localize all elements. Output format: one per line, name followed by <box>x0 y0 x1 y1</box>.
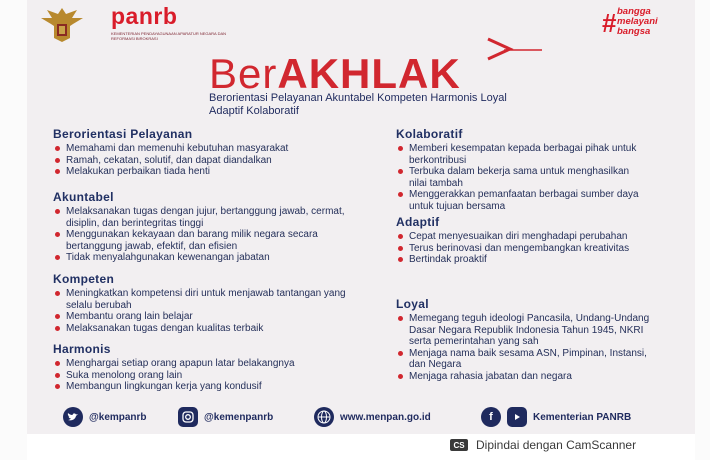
facebook-page-name: Kementerian PANRB <box>533 411 632 423</box>
globe-icon <box>314 407 334 427</box>
list-item: Memegang teguh ideologi Pancasila, Undang-Undang Dasar Negara Republik Indonesia Tahun 1945, NKRI serta pemerintahan yang sah <box>396 313 656 348</box>
section-title: Akuntabel <box>53 190 114 204</box>
garuda-emblem-icon <box>37 4 87 44</box>
list-item: Tidak menyalahgunakan kewenangan jabatan <box>53 252 373 264</box>
panrb-logo-subtext: KEMENTERIAN PENDAYAGUNAAN APARATUR NEGARA DAN REFORMASI BIROKRASI <box>111 31 227 41</box>
list-item: Memahami dan memenuhi kebutuhan masyarakat <box>53 143 383 155</box>
footer-website <box>314 407 431 427</box>
instagram-handle: @kemenpanrb <box>204 411 274 423</box>
website-url: www.menpan.go.id <box>340 411 431 423</box>
list-item: Melaksanakan tugas dengan kualitas terbaik <box>53 323 363 335</box>
list-item: Menggerakkan pemanfaatan berbagai sumber daya untuk tujuan bersama <box>396 189 641 212</box>
list-item: Membantu orang lain belajar <box>53 311 363 323</box>
section-kolaboratif <box>396 127 641 212</box>
panrb-logo-text: panrb <box>111 3 178 29</box>
section-kompeten <box>53 272 363 334</box>
list-item: Bertindak proaktif <box>396 254 641 266</box>
list-item: Terus berinovasi dan mengembangkan kreativitas <box>396 243 641 255</box>
section-loyal <box>396 297 656 382</box>
camscanner-icon: CS <box>450 439 468 451</box>
section-title: Kompeten <box>53 272 115 286</box>
poster-footer <box>27 397 695 434</box>
footer-facebook-youtube <box>481 407 631 427</box>
instagram-icon <box>178 407 198 427</box>
title-main: AKHLAK <box>277 50 461 97</box>
section-adaptif <box>396 215 641 266</box>
list-item: Suka menolong orang lain <box>53 370 393 382</box>
title-prefix: Ber <box>209 50 278 97</box>
list-item: Menggunakan kekayaan dan barang milik negara secara bertanggung jawab, efektif, dan efisien <box>53 229 373 252</box>
chevron-mark-icon <box>484 37 544 67</box>
list-item: Membangun lingkungan kerja yang kondusif <box>53 381 393 393</box>
list-item: Menjaga rahasia jabatan dan negara <box>396 371 656 383</box>
section-title: Adaptif <box>396 215 440 229</box>
list-item: Menghargai setiap orang apapun latar belakangnya <box>53 358 393 370</box>
youtube-icon <box>507 407 527 427</box>
berakhlak-title <box>209 50 461 98</box>
section-berorientasi-pelayanan <box>53 127 383 178</box>
twitter-handle: @kempanrb <box>89 411 147 423</box>
facebook-icon: f <box>481 407 501 427</box>
list-item: Ramah, cekatan, solutif, dan dapat diandalkan <box>53 155 383 167</box>
berakhlak-poster <box>27 0 695 434</box>
camscanner-text: Dipindai dengan CamScanner <box>476 438 637 452</box>
scan-margin-left <box>0 0 27 460</box>
section-title: Loyal <box>396 297 429 311</box>
footer-instagram <box>178 407 273 427</box>
list-item: Memberi kesempatan kepada berbagai pihak untuk berkontribusi <box>396 143 641 166</box>
twitter-icon <box>63 407 83 427</box>
hashtag-icon: # <box>602 8 617 38</box>
poster-header <box>27 0 695 48</box>
bangga-melayani-bangsa-tag <box>617 7 658 37</box>
section-title: Harmonis <box>53 342 111 356</box>
camscanner-watermark <box>450 438 636 452</box>
list-item: Melaksanakan tugas dengan jujur, bertanggung jawab, cermat, disiplin, dan berintegritas tinggi <box>53 206 373 229</box>
core-values-subtitle: Berorientasi Pelayanan Akuntabel Kompeten Harmonis Loyal Adaptif Kolaboratif <box>209 92 507 117</box>
scan-margin-right <box>695 0 710 460</box>
tag-line: bangsa <box>617 26 651 37</box>
section-harmonis <box>53 342 393 393</box>
footer-twitter <box>63 407 147 427</box>
section-title: Berorientasi Pelayanan <box>53 127 193 141</box>
section-akuntabel <box>53 190 373 264</box>
list-item: Terbuka dalam bekerja sama untuk menghasilkan nilai tambah <box>396 166 641 189</box>
tag-line: melayani <box>617 16 658 27</box>
list-item: Menjaga nama baik sesama ASN, Pimpinan, Instansi, dan Negara <box>396 348 656 371</box>
tag-line: bangga <box>617 6 651 17</box>
section-title: Kolaboratif <box>396 127 463 141</box>
list-item: Meningkatkan kompetensi diri untuk menjawab tantangan yang selalu berubah <box>53 288 363 311</box>
list-item: Melakukan perbaikan tiada henti <box>53 166 383 178</box>
list-item: Cepat menyesuaikan diri menghadapi perubahan <box>396 231 641 243</box>
